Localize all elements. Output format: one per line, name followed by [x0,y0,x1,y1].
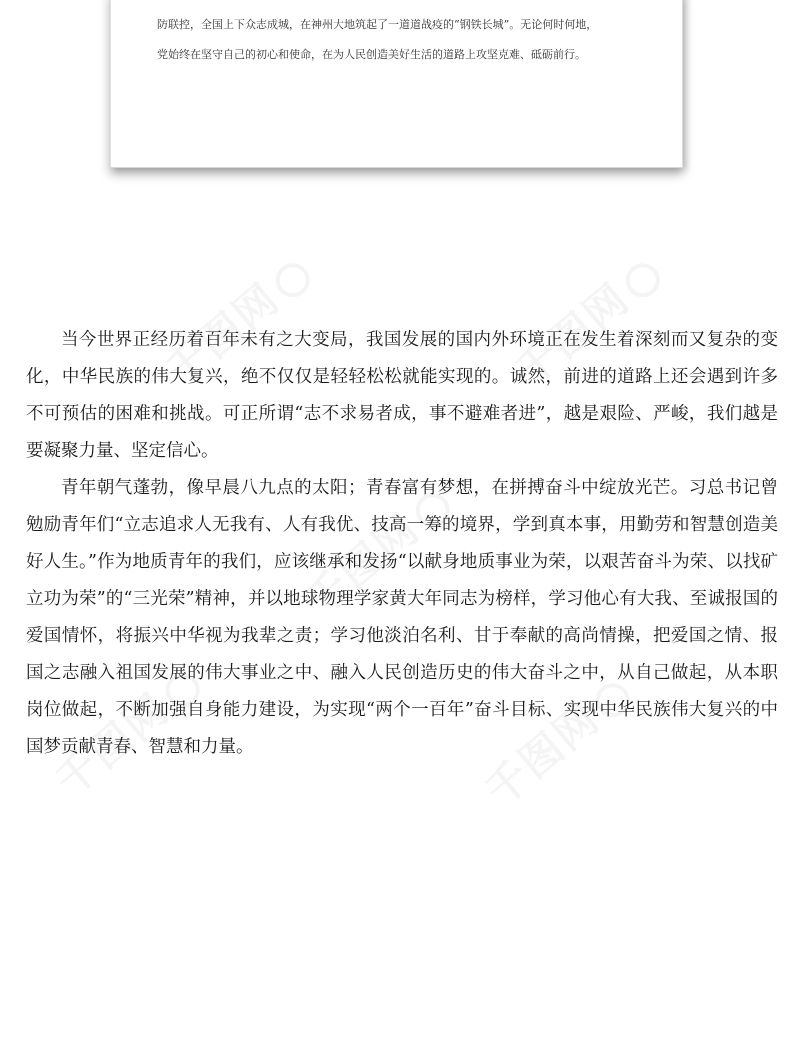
card-line-2: 党始终在坚守自己的初心和使命，在为人民创造美好生活的道路上攻坚克难、砥砺前行。 [157,48,586,61]
article-paragraph-1: 当今世界正经历着百年未有之大变局，我国发展的国内外环境正在发生着深刻而又复杂的变化，中华民族的伟大复兴，绝不仅仅是轻轻松松就能实现的。诚然，前进的道路上还会遇到许多不可预估的困难和挑战。可正所谓“志不求易者成，事不避难者进”，越是艰险、严峻，我们越是要凝聚力量、坚定信心。 [26,330,778,461]
quote-card [110,0,683,168]
article-body [26,322,778,766]
article-paragraph-2: 青年朝气蓬勃，像早晨八九点的太阳；青春富有梦想，在拼搏奋斗中绽放光芒。习总书记曾勉励青年们“立志追求人无我有、人有我优、技高一筹的境界，学到真本事，用勤劳和智慧创造美好人生。”作为地质青年的我们，应该继承和发扬“以献身地质事业为荣，以艰苦奋斗为荣、以找矿立功为荣”的“三光荣”精神，并以地球物理学家黄大年同志为榜样，学习他心有大我、至诚报国的爱国情怀，将振兴中华视为我辈之责；学习他淡泊名利、甘于奉献的高尚情操，把爱国之情、报国之志融入祖国发展的伟大事业之中、融入人民创造历史的伟大奋斗之中，从自己做起，从本职岗位做起，不断加强自身能力建设，为实现“两个一百年”奋斗目标、实现中华民族伟大复兴的中国梦贡献青春、智慧和力量。 [26,478,778,757]
card-line-1: 防联控，全国上下众志成城，在神州大地筑起了一道道战疫的“钢铁长城”。无论何时何地， [157,18,598,31]
watermark-ring-icon [618,256,666,304]
watermark-ring-icon [268,256,316,304]
card-text [157,10,657,70]
